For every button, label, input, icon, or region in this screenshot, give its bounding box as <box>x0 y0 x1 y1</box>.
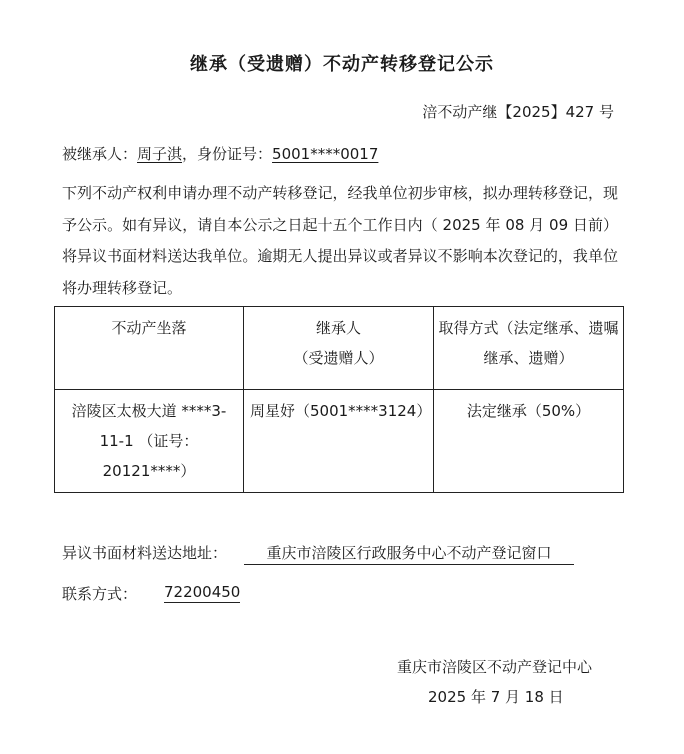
header-method: 取得方式（法定继承、遗嘱继承、遗赠） <box>434 307 624 390</box>
page-title: 继承（受遗赠）不动产转移登记公示 <box>190 54 494 75</box>
issuer-name: 重庆市涪陵区不动产登记中心 <box>397 658 593 676</box>
notice-paragraph: 下列不动产权利申请办理不动产转移登记，经我单位初步审核，拟办理转移登记，现予公示。如有异议，请自本公示之日起十五个工作日内（ 2025 年 08 月 09 日前）将异议书面材料送达我单位。逾期无人提出异议或者异议不影响本次登记的，我单位将办理转移登记。 <box>62 184 618 297</box>
decedent-id: 5001****0017 <box>272 145 379 163</box>
table-header-row <box>55 307 624 390</box>
header-heir-line1: 继承人 <box>315 319 361 337</box>
decedent-line <box>62 143 378 164</box>
decedent-label: 被继承人： <box>62 145 138 163</box>
cell-heir: 周星妤（5001****3124） <box>244 390 434 493</box>
contact-value: 72200450 <box>164 583 241 601</box>
objection-address-label: 异议书面材料送达地址： <box>62 544 228 562</box>
decedent-name: 周子淇 <box>137 145 183 163</box>
objection-address-value: 重庆市涪陵区行政服务中心不动产登记窗口 <box>244 542 574 565</box>
cell-location: 涪陵区太极大道 ****3-11-1 （证号：20121****） <box>55 390 244 493</box>
decedent-id-label: ，身份证号： <box>182 145 273 163</box>
property-table <box>54 306 624 493</box>
document-number: 涪不动产继【2025】427 号 <box>422 103 614 121</box>
issue-date: 2025 年 7 月 18 日 <box>428 688 564 706</box>
table-row <box>55 390 624 493</box>
cell-method: 法定继承（50%） <box>434 390 624 493</box>
contact-label: 联系方式： <box>62 585 138 603</box>
header-location: 不动产坐落 <box>55 307 244 390</box>
header-heir <box>244 307 434 390</box>
header-heir-line2: （受遗赠人） <box>293 349 384 367</box>
